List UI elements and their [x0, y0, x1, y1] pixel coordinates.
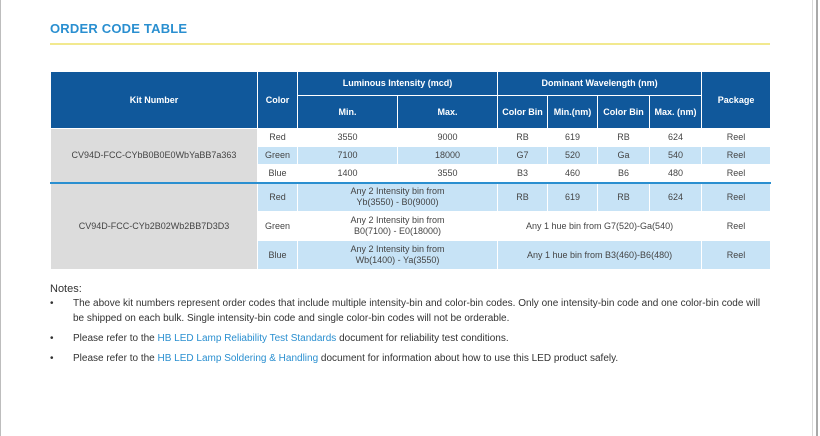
intensity-line-2: B0(7100) - E0(18000): [353, 226, 442, 236]
kit-number-cell: CV94D-FCC-CYb2B02Wb2BB7D3D3: [51, 183, 258, 270]
bullet: •: [50, 353, 54, 364]
page-border-right: [816, 0, 818, 436]
header-lum-min: Min.: [298, 96, 398, 129]
min-nm-cell: 619: [548, 129, 598, 147]
intensity-line-2: Yb(3550) - B0(9000): [356, 197, 439, 208]
reliability-standards-link[interactable]: HB LED Lamp Reliability Test Standards: [157, 333, 337, 344]
intensity-range-cell: [298, 183, 498, 212]
lum-max-cell: 9000: [398, 129, 498, 147]
header-luminous-intensity: Luminous Intensity (mcd): [298, 72, 498, 96]
max-nm-cell: 540: [650, 147, 702, 165]
color-bin-max-cell: Ga: [598, 147, 650, 165]
package-cell: Reel: [702, 147, 771, 165]
package-cell: Reel: [702, 241, 771, 270]
lum-max-cell: 18000: [398, 147, 498, 165]
header-max-nm: Max. (nm): [650, 96, 702, 129]
table-row: [51, 183, 771, 212]
header-color-bin-min: Color Bin: [498, 96, 548, 129]
color-cell: Blue: [258, 165, 298, 183]
package-cell: Reel: [702, 183, 771, 212]
note-item: [50, 351, 770, 366]
note-text-pre: Please refer to the: [73, 353, 158, 364]
intensity-line-2: Wb(1400) - Ya(3550): [355, 255, 440, 265]
note-text-pre: Please refer to the: [73, 333, 158, 344]
intensity-range-cell: [298, 212, 498, 241]
header-dominant-wavelength: Dominant Wavelength (nm): [498, 72, 702, 96]
color-bin-max-cell: RB: [598, 129, 650, 147]
max-nm-cell: 624: [650, 129, 702, 147]
lum-min-cell: 7100: [298, 147, 398, 165]
kit-number-cell: CV94D-FCC-CYbB0B0E0WbYaBB7a363: [51, 129, 258, 183]
color-bin-min-cell: G7: [498, 147, 548, 165]
header-lum-max: Max.: [398, 96, 498, 129]
note-text-post: document for information about how to use this LED product safely.: [318, 353, 619, 364]
intensity-line-1: Any 2 Intensity bin from: [350, 215, 445, 225]
note-item: [50, 296, 770, 326]
lum-min-cell: 1400: [298, 165, 398, 183]
notes-section: [50, 283, 770, 371]
header-min-nm: Min.(nm): [548, 96, 598, 129]
note-text: The above kit numbers represent order codes that include multiple intensity-bin and color-bin codes. Only one intensity-bin code and one color-bin code will be shipped on each bulk. Single intensity-bin code and single color-bin codes will not be orderable.: [73, 298, 761, 324]
min-nm-cell: 460: [548, 165, 598, 183]
color-cell: Red: [258, 129, 298, 147]
color-bin-max-cell: RB: [598, 183, 650, 212]
color-cell: Blue: [258, 241, 298, 270]
soldering-handling-link[interactable]: HB LED Lamp Soldering & Handling: [157, 353, 319, 364]
min-nm-cell: 619: [548, 183, 598, 212]
notes-title: Notes:: [50, 283, 82, 295]
color-bin-max-cell: B6: [598, 165, 650, 183]
package-cell: Reel: [702, 165, 771, 183]
lum-min-cell: 3550: [298, 129, 398, 147]
intensity-range-cell: [298, 241, 498, 270]
min-nm-cell: 520: [548, 147, 598, 165]
package-cell: Reel: [702, 129, 771, 147]
intensity-line-1: Any 2 Intensity bin from: [350, 186, 445, 197]
order-code-table: [50, 71, 771, 270]
color-cell: Green: [258, 212, 298, 241]
header-color-bin-max: Color Bin: [598, 96, 650, 129]
color-bin-min-cell: RB: [498, 183, 548, 212]
lum-max-cell: 3550: [398, 165, 498, 183]
package-cell: Reel: [702, 212, 771, 241]
bullet: •: [50, 333, 54, 344]
header-package: Package: [702, 72, 771, 129]
intensity-line-1: Any 2 Intensity bin from: [350, 244, 445, 254]
hue-range-cell: Any 1 hue bin from G7(520)-Ga(540): [498, 212, 702, 241]
color-cell: Red: [258, 183, 298, 212]
header-color: Color: [258, 72, 298, 129]
note-item: [50, 331, 770, 346]
page-border-right-inner: [812, 0, 813, 436]
table-row: [51, 129, 771, 147]
page-border-left: [0, 0, 1, 436]
section-title: ORDER CODE TABLE: [50, 21, 188, 36]
bullet: •: [50, 298, 54, 309]
color-bin-min-cell: RB: [498, 129, 548, 147]
color-cell: Green: [258, 147, 298, 165]
title-underline: [50, 43, 770, 45]
color-bin-min-cell: B3: [498, 165, 548, 183]
hue-range-cell: Any 1 hue bin from B3(460)-B6(480): [498, 241, 702, 270]
max-nm-cell: 480: [650, 165, 702, 183]
max-nm-cell: 624: [650, 183, 702, 212]
note-text-post: document for reliability test conditions.: [336, 333, 509, 344]
header-kit-number: Kit Number: [51, 72, 258, 129]
